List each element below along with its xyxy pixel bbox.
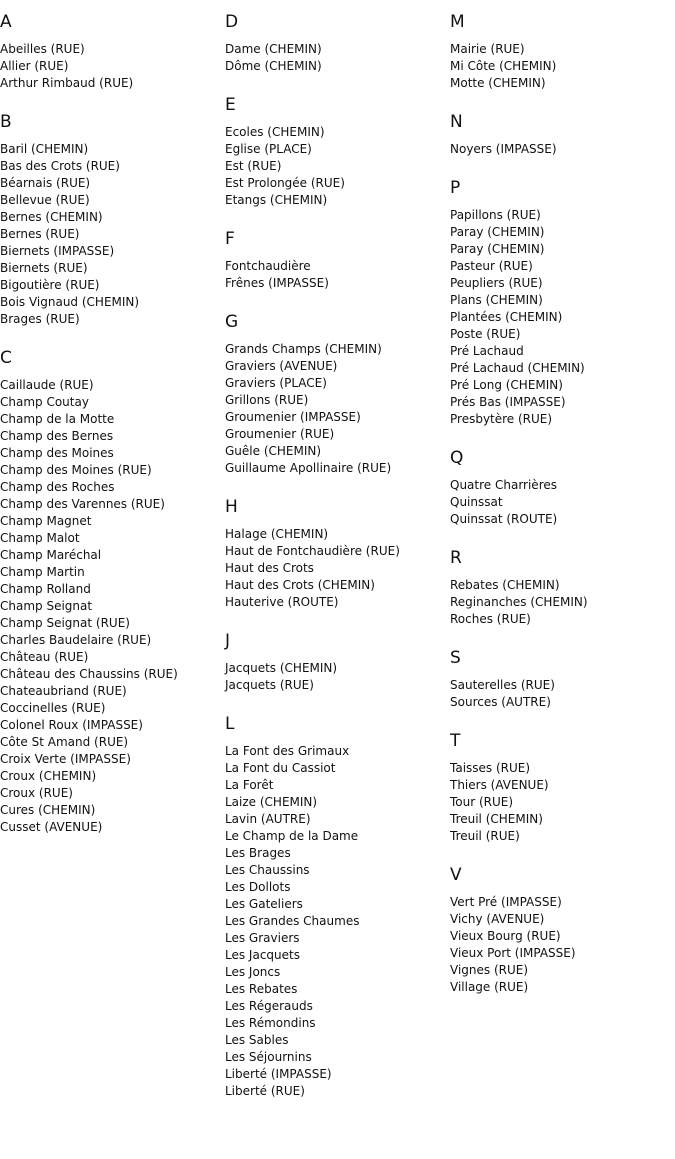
street-entry: Etangs (CHEMIN) <box>225 193 328 207</box>
street-entry: Noyers (IMPASSE) <box>450 142 557 156</box>
street-entry: Haut de Fontchaudière (RUE) <box>225 544 400 558</box>
street-entry: Mairie (RUE) <box>450 42 525 56</box>
street-entry: Paray (CHEMIN) <box>450 225 545 239</box>
street-entry: Bellevue (RUE) <box>0 193 90 207</box>
section-letter-heading: R <box>450 548 462 568</box>
street-entry: Mi Côte (CHEMIN) <box>450 59 557 73</box>
street-entry: Champ Maréchal <box>0 548 102 562</box>
street-entry: Biernets (IMPASSE) <box>0 244 115 258</box>
street-entry: Croux (RUE) <box>0 786 73 800</box>
street-entry: Plantées (CHEMIN) <box>450 310 563 324</box>
street-entry: Champ Seignat (RUE) <box>0 616 130 630</box>
section-letter-heading: T <box>450 731 461 751</box>
street-entry: Les Jacquets <box>225 948 300 962</box>
letter-section <box>450 730 675 845</box>
letter-section <box>0 347 225 836</box>
letter-section <box>0 111 225 328</box>
street-entry: Haut des Crots (CHEMIN) <box>225 578 375 592</box>
street-list <box>450 141 675 158</box>
section-letter-heading: D <box>225 12 239 32</box>
street-entry: Bernes (CHEMIN) <box>0 210 103 224</box>
street-entry: Fontchaudière <box>225 259 311 273</box>
section-letter-heading: F <box>225 229 235 249</box>
street-entry: Champ Malot <box>0 531 80 545</box>
street-entry: Château des Chaussins (RUE) <box>0 667 178 681</box>
street-index-column-2 <box>225 11 450 1119</box>
street-entry: Bois Vignaud (CHEMIN) <box>0 295 140 309</box>
street-entry: Brages (RUE) <box>0 312 80 326</box>
letter-section <box>450 11 675 92</box>
section-letter-heading: S <box>450 648 461 668</box>
street-entry: Caillaude (RUE) <box>0 378 94 392</box>
street-entry: Allier (RUE) <box>0 59 69 73</box>
street-entry: Cusset (AVENUE) <box>0 820 103 834</box>
street-entry: Quatre Charrières <box>450 478 557 492</box>
street-entry: Sauterelles (RUE) <box>450 678 555 692</box>
street-entry: Biernets (RUE) <box>0 261 88 275</box>
street-list <box>450 207 675 428</box>
street-entry: Vert Pré (IMPASSE) <box>450 895 562 909</box>
street-entry: Grillons (RUE) <box>225 393 309 407</box>
street-entry: Groumenier (IMPASSE) <box>225 410 361 424</box>
street-list <box>450 477 675 528</box>
street-entry: Les Régerauds <box>225 999 313 1013</box>
letter-section <box>225 11 450 75</box>
street-entry: Les Graviers <box>225 931 300 945</box>
street-entry: Champ des Roches <box>0 480 115 494</box>
letter-section <box>225 496 450 611</box>
street-entry: Les Chaussins <box>225 863 310 877</box>
street-entry: Bernes (RUE) <box>0 227 80 241</box>
letter-section <box>450 447 675 528</box>
street-entry: Hauterive (ROUTE) <box>225 595 339 609</box>
street-entry: Bigoutière (RUE) <box>0 278 100 292</box>
street-entry: Champ Coutay <box>0 395 89 409</box>
street-entry: Est Prolongée (RUE) <box>225 176 345 190</box>
street-entry: Ecoles (CHEMIN) <box>225 125 325 139</box>
street-entry: Champ des Moines <box>0 446 114 460</box>
street-entry: Graviers (PLACE) <box>225 376 327 390</box>
street-entry: Chateaubriand (RUE) <box>0 684 127 698</box>
section-letter-heading: N <box>450 112 463 132</box>
street-entry: Les Dollots <box>225 880 291 894</box>
street-entry: Poste (RUE) <box>450 327 521 341</box>
street-entry: Jacquets (CHEMIN) <box>225 661 338 675</box>
letter-section <box>0 11 225 92</box>
street-entry: Les Joncs <box>225 965 281 979</box>
street-entry: Vichy (AVENUE) <box>450 912 545 926</box>
section-letter-heading: P <box>450 178 461 198</box>
street-entry: Frênes (IMPASSE) <box>225 276 329 290</box>
street-entry: Abeilles (RUE) <box>0 42 85 56</box>
street-list <box>450 677 675 711</box>
street-list <box>450 577 675 628</box>
street-entry: Tour (RUE) <box>450 795 514 809</box>
street-entry: Est (RUE) <box>225 159 282 173</box>
street-entry: Laize (CHEMIN) <box>225 795 318 809</box>
street-entry: Les Gateliers <box>225 897 303 911</box>
street-list <box>450 41 675 92</box>
section-letter-heading: Q <box>450 448 464 468</box>
street-entry: Les Rebates <box>225 982 298 996</box>
street-list <box>450 760 675 845</box>
street-entry: Motte (CHEMIN) <box>450 76 546 90</box>
street-entry: Château (RUE) <box>0 650 89 664</box>
street-entry: Treuil (CHEMIN) <box>450 812 543 826</box>
street-entry: Roches (RUE) <box>450 612 531 626</box>
street-index-column-3 <box>450 11 675 1015</box>
street-entry: Béarnais (RUE) <box>0 176 91 190</box>
street-index-column-1 <box>0 11 225 855</box>
street-entry: Peupliers (RUE) <box>450 276 543 290</box>
street-entry: Haut des Crots <box>225 561 314 575</box>
letter-section <box>450 647 675 711</box>
street-entry: Pré Long (CHEMIN) <box>450 378 563 392</box>
street-entry: Graviers (AVENUE) <box>225 359 338 373</box>
street-entry: Vignes (RUE) <box>450 963 529 977</box>
street-entry: Halage (CHEMIN) <box>225 527 329 541</box>
street-entry: Quinssat <box>450 495 503 509</box>
street-list <box>450 894 675 996</box>
letter-section <box>450 547 675 628</box>
street-entry: Côte St Amand (RUE) <box>0 735 129 749</box>
section-letter-heading: V <box>450 865 462 885</box>
street-entry: Village (RUE) <box>450 980 529 994</box>
street-list <box>225 660 450 694</box>
letter-section <box>225 630 450 694</box>
street-entry: Paray (CHEMIN) <box>450 242 545 256</box>
street-entry: Pré Lachaud (CHEMIN) <box>450 361 585 375</box>
letter-section <box>450 864 675 996</box>
street-entry: Le Champ de la Dame <box>225 829 359 843</box>
street-entry: Lavin (AUTRE) <box>225 812 311 826</box>
street-entry: Champ Seignat <box>0 599 93 613</box>
section-letter-heading: C <box>0 348 12 368</box>
street-list <box>225 341 450 477</box>
street-entry: La Font du Cassiot <box>225 761 336 775</box>
street-list <box>225 258 450 292</box>
street-entry: Guillaume Apollinaire (RUE) <box>225 461 392 475</box>
section-letter-heading: G <box>225 312 239 332</box>
street-entry: Jacquets (RUE) <box>225 678 314 692</box>
street-entry: Eglise (PLACE) <box>225 142 312 156</box>
street-entry: Vieux Bourg (RUE) <box>450 929 561 943</box>
street-entry: Grands Champs (CHEMIN) <box>225 342 382 356</box>
street-entry: Dame (CHEMIN) <box>225 42 322 56</box>
street-entry: Guêle (CHEMIN) <box>225 444 322 458</box>
street-entry: Les Séjournins <box>225 1050 312 1064</box>
street-entry: Treuil (RUE) <box>450 829 520 843</box>
street-entry: Papillons (RUE) <box>450 208 541 222</box>
street-entry: Champ des Moines (RUE) <box>0 463 152 477</box>
street-entry: Liberté (RUE) <box>225 1084 305 1098</box>
street-entry: Champ des Varennes (RUE) <box>0 497 165 511</box>
letter-section <box>225 713 450 1100</box>
street-list <box>225 743 450 1100</box>
street-entry: Sources (AUTRE) <box>450 695 551 709</box>
street-entry: Dôme (CHEMIN) <box>225 59 322 73</box>
section-letter-heading: M <box>450 12 465 32</box>
street-entry: Bas des Crots (RUE) <box>0 159 120 173</box>
street-entry: La Forêt <box>225 778 274 792</box>
street-entry: Baril (CHEMIN) <box>0 142 89 156</box>
street-entry: Les Sables <box>225 1033 289 1047</box>
street-entry: Quinssat (ROUTE) <box>450 512 558 526</box>
street-entry: Presbytère (RUE) <box>450 412 553 426</box>
street-entry: Cures (CHEMIN) <box>0 803 96 817</box>
street-entry: Coccinelles (RUE) <box>0 701 106 715</box>
street-entry: Champ Rolland <box>0 582 91 596</box>
street-list <box>225 41 450 75</box>
street-entry: Les Brages <box>225 846 291 860</box>
street-entry: Pré Lachaud <box>450 344 524 358</box>
street-entry: Taisses (RUE) <box>450 761 531 775</box>
letter-section <box>450 111 675 158</box>
street-entry: La Font des Grimaux <box>225 744 350 758</box>
street-entry: Les Grandes Chaumes <box>225 914 360 928</box>
street-entry: Colonel Roux (IMPASSE) <box>0 718 143 732</box>
street-entry: Champ de la Motte <box>0 412 115 426</box>
street-entry: Charles Baudelaire (RUE) <box>0 633 152 647</box>
letter-section <box>225 311 450 477</box>
street-entry: Pasteur (RUE) <box>450 259 533 273</box>
street-list <box>225 124 450 209</box>
section-letter-heading: A <box>0 12 12 32</box>
street-entry: Champ des Bernes <box>0 429 114 443</box>
street-list <box>0 377 225 836</box>
street-list <box>225 526 450 611</box>
street-entry: Arthur Rimbaud (RUE) <box>0 76 134 90</box>
section-letter-heading: L <box>225 714 235 734</box>
letter-section <box>225 94 450 209</box>
section-letter-heading: H <box>225 497 238 517</box>
street-entry: Plans (CHEMIN) <box>450 293 543 307</box>
street-entry: Vieux Port (IMPASSE) <box>450 946 576 960</box>
street-entry: Croux (CHEMIN) <box>0 769 97 783</box>
section-letter-heading: J <box>225 631 231 651</box>
street-list <box>0 41 225 92</box>
street-entry: Thiers (AVENUE) <box>450 778 549 792</box>
street-entry: Croix Verte (IMPASSE) <box>0 752 131 766</box>
section-letter-heading: B <box>0 112 12 132</box>
street-list <box>0 141 225 328</box>
letter-section <box>450 177 675 428</box>
street-entry: Rebates (CHEMIN) <box>450 578 560 592</box>
street-entry: Champ Martin <box>0 565 85 579</box>
section-letter-heading: E <box>225 95 236 115</box>
street-entry: Prés Bas (IMPASSE) <box>450 395 566 409</box>
street-entry: Les Rémondins <box>225 1016 316 1030</box>
letter-section <box>225 228 450 292</box>
street-entry: Liberté (IMPASSE) <box>225 1067 332 1081</box>
street-entry: Reginanches (CHEMIN) <box>450 595 588 609</box>
street-entry: Champ Magnet <box>0 514 92 528</box>
street-entry: Groumenier (RUE) <box>225 427 335 441</box>
